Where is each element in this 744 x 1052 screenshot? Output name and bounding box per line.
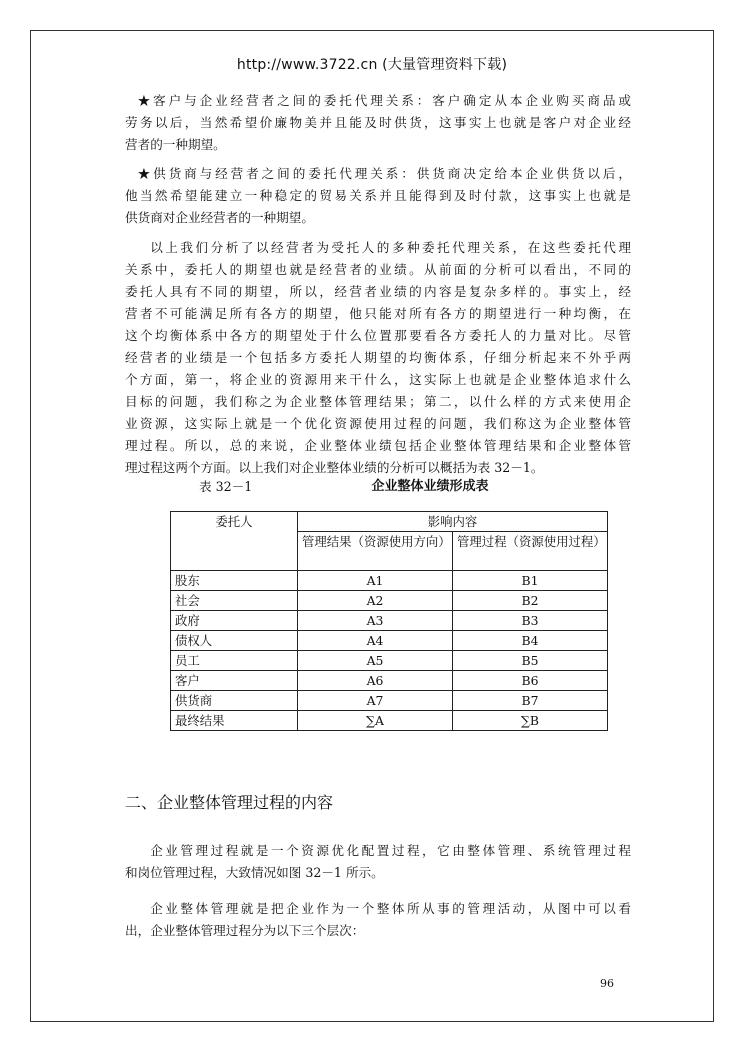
table-row	[171, 571, 608, 591]
paragraph-line: 理过程这两个方面。以上我们对企业整体业绩的分析可以概括为表 32－1。	[125, 460, 544, 475]
table-body	[171, 571, 608, 731]
paragraph-overall-management	[125, 898, 631, 942]
table-row	[171, 711, 608, 731]
paragraph-line: 以上我们分析了以经营者为受托人的多种委托代理关系，在这些委托代理	[150, 240, 631, 255]
header-process: 管理过程（资源使用过程）	[453, 532, 608, 571]
cell-principal: 社会	[171, 591, 298, 611]
cell-result: A1	[298, 571, 453, 591]
paragraph-line: 供货商对企业经营者的一种期望。	[125, 210, 314, 225]
cell-process: ∑B	[453, 711, 608, 731]
paragraph-line: 营者不可能满足所有各方的期望，他只能对所有各方的期望进行一种均衡，在	[125, 306, 631, 321]
cell-result: ∑A	[298, 711, 453, 731]
paragraph-line: 企业整体管理就是把企业作为一个整体所从事的管理活动，从图中可以看	[150, 901, 631, 916]
table-header-row	[171, 512, 608, 532]
cell-principal: 员工	[171, 651, 298, 671]
paragraph-process-intro	[125, 840, 631, 884]
paragraph-line: ★供货商与经营者之间的委托代理关系：供货商决定给本企业供货以后，	[137, 166, 631, 181]
paragraph-line: ★客户与企业经营者之间的委托代理关系：客户确定从本企业购买商品或	[137, 93, 631, 108]
section-heading: 二、企业整体管理过程的内容	[125, 793, 334, 812]
table-row	[171, 651, 608, 671]
cell-result: A5	[298, 651, 453, 671]
paragraph-analysis-summary	[125, 237, 631, 479]
table-row	[171, 691, 608, 711]
table-row	[171, 631, 608, 651]
cell-result: A4	[298, 631, 453, 651]
cell-process: B2	[453, 591, 608, 611]
cell-result: A3	[298, 611, 453, 631]
cell-principal: 客户	[171, 671, 298, 691]
cell-process: B1	[453, 571, 608, 591]
table-row	[171, 671, 608, 691]
table-caption-number: 表 32－1	[199, 479, 253, 494]
header-influence: 影响内容	[298, 512, 608, 532]
paragraph-line: 关系中，委托人的期望也就是经营者的业绩。从前面的分析可以看出，不同的	[125, 262, 631, 277]
paragraph-line: 劳务以后，当然希望价廉物美并且能及时供货，这事实上也就是客户对企业经	[125, 115, 631, 130]
cell-principal: 股东	[171, 571, 298, 591]
paragraph-supplier-relation	[125, 163, 631, 229]
cell-principal: 供货商	[171, 691, 298, 711]
paragraph-customer-relation	[125, 90, 631, 156]
paragraph-line: 他当然希望能建立一种稳定的贸易关系并且能得到及时付款，这事实上也就是	[125, 188, 631, 203]
header-url[interactable]: http://www.3722.cn (大量管理资料下载)	[236, 57, 508, 73]
paragraph-line: 出，企业整体管理过程分为以下三个层次：	[125, 923, 365, 938]
table-caption-title: 企业整体业绩形成表	[371, 479, 489, 494]
paragraph-line: 理过程。所以，总的来说，企业整体业绩包括企业整体管理结果和企业整体管	[125, 438, 631, 453]
paragraph-line: 目标的问题，我们称之为企业整体管理结果；第二，以什么样的方式来使用企	[125, 394, 631, 409]
cell-result: A7	[298, 691, 453, 711]
paragraph-line: 经营者的业绩是一个包括多方委托人期望的均衡体系，仔细分析起来不外乎两	[125, 350, 631, 365]
cell-result: A6	[298, 671, 453, 691]
cell-process: B4	[453, 631, 608, 651]
header-principal: 委托人	[171, 512, 298, 571]
header-result: 管理结果（资源使用方向）	[298, 532, 453, 571]
paragraph-line: 这个均衡体系中各方的期望处于什么位置那要看各方委托人的力量对比。尽管	[125, 328, 631, 343]
cell-principal: 债权人	[171, 631, 298, 651]
performance-table	[170, 511, 608, 731]
paragraph-line: 营者的一种期望。	[125, 137, 226, 152]
page-number: 96	[600, 977, 614, 990]
cell-process: B3	[453, 611, 608, 631]
paragraph-line: 个方面，第一，将企业的资源用来干什么，这实际上也就是企业整体追求什么	[125, 372, 631, 387]
cell-principal: 政府	[171, 611, 298, 631]
paragraph-line: 委托人具有不同的期望，所以，经营者业绩的内容是复杂多样的。事实上，经	[125, 284, 631, 299]
cell-principal: 最终结果	[171, 711, 298, 731]
cell-result: A2	[298, 591, 453, 611]
cell-process: B6	[453, 671, 608, 691]
cell-process: B5	[453, 651, 608, 671]
cell-process: B7	[453, 691, 608, 711]
table-row	[171, 611, 608, 631]
table-row	[171, 591, 608, 611]
paragraph-line: 和岗位管理过程，大致情况如图 32－1 所示。	[125, 865, 384, 880]
paragraph-line: 业资源，这实际上就是一个优化资源使用过程的问题，我们称这为企业整体管	[125, 416, 631, 431]
paragraph-line: 企业管理过程就是一个资源优化配置过程，它由整体管理、系统管理过程	[150, 843, 631, 858]
